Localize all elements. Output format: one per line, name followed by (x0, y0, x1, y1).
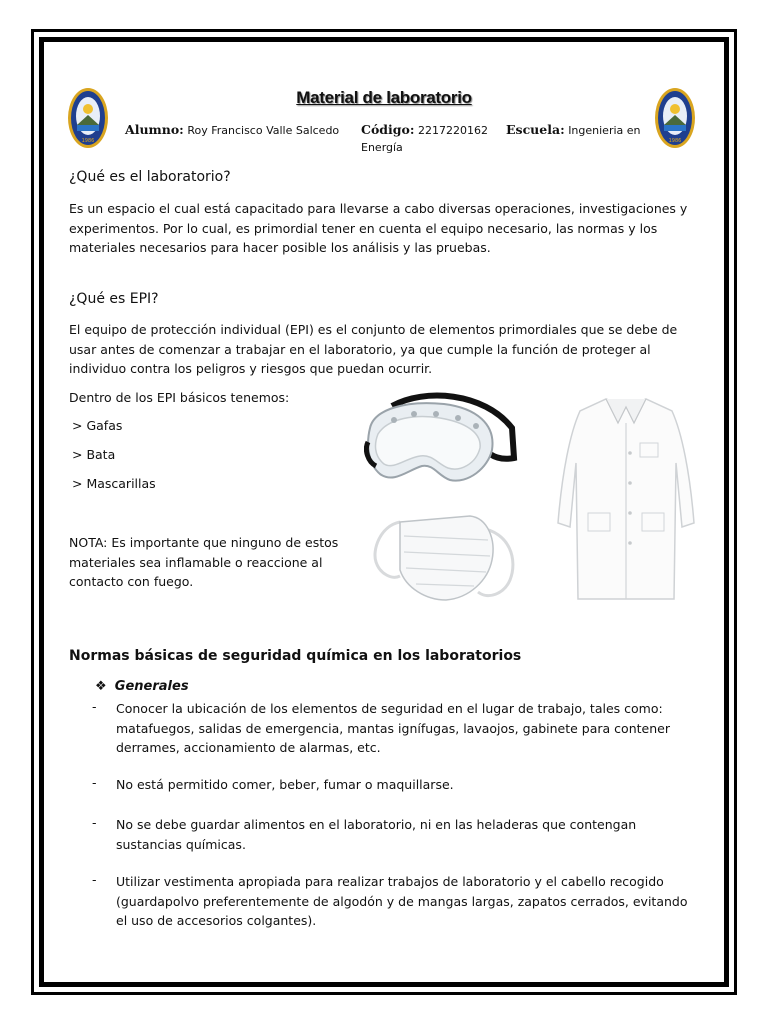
escuela-value: Ingenieria en (568, 124, 641, 137)
epi-note (69, 533, 369, 592)
epi-intro: Dentro de los EPI básicos tenemos: (69, 390, 290, 405)
norma-line: Utilizar vestimenta apropiada para realizar trabajos de laboratorio y el cabello recogido (116, 874, 664, 889)
escuela-value-continued: Energía (361, 141, 403, 154)
note-line: materiales sea inflamable o reaccione al (69, 554, 323, 570)
generales-subheading (95, 679, 189, 694)
codigo-field (361, 122, 488, 137)
section-heading-normas: Normas básicas de seguridad química en los laboratorios (69, 648, 522, 664)
codigo-label: Código: (361, 122, 415, 137)
lab-coat-image (554, 393, 698, 605)
epi-item-mascarillas: > Mascarillas (72, 476, 156, 491)
mask-image (370, 510, 520, 605)
norma-item (116, 815, 696, 854)
logo-year-left: 1986 (81, 138, 95, 144)
alumno-value: Roy Francisco Valle Salcedo (187, 124, 340, 137)
norma-line: derrames, accionamiento de alarmas, etc. (116, 740, 381, 755)
section-heading-epi: ¿Qué es EPI? (69, 291, 159, 307)
diamond-bullet-icon: ❖ (95, 679, 107, 694)
logo-year-right: 1986 (668, 138, 682, 144)
paragraph-line: experimentos. Por lo cual, es primordial tener en cuenta el equipo necesario, las normas y los (69, 220, 658, 236)
epi-item-bata: > Bata (72, 447, 116, 462)
norma-line: No se debe guardar alimentos en el laboratorio, ni en las heladeras que contengan (116, 817, 637, 832)
bullet-dash: - (92, 872, 97, 887)
norma-item (116, 872, 696, 931)
paragraph-line: El equipo de protección individual (EPI) es el conjunto de elementos primordiales que se debe de (69, 322, 678, 337)
norma-line: (guardapolvo preferentemente de algodón y de mangas largas, zapatos cerrados, evitando (116, 893, 688, 909)
norma-line: No está permitido comer, beber, fumar o maquillarse. (116, 777, 454, 792)
escuela-label: Escuela: (506, 122, 565, 137)
bullet-dash: - (92, 815, 97, 830)
epi-paragraph (69, 320, 709, 379)
generales-label: Generales (114, 679, 189, 694)
bullet-dash: - (92, 699, 97, 714)
bullet-dash: - (92, 775, 97, 790)
norma-item (116, 775, 696, 795)
document-title: Material de laboratorio (296, 88, 472, 107)
section-heading-laboratorio: ¿Qué es el laboratorio? (69, 169, 231, 185)
norma-item (116, 699, 696, 758)
norma-line: sustancias químicas. (116, 836, 246, 852)
alumno-label: Alumno: (125, 122, 184, 137)
norma-line: el uso de accesorios colgantes). (116, 913, 317, 928)
epi-item-gafas: > Gafas (72, 418, 123, 433)
paragraph-line: materiales necesarios para hacer posible los análisis y las pruebas. (69, 240, 491, 255)
codigo-value: 2217220162 (417, 124, 488, 137)
paragraph-line: Es un espacio el cual está capacitado para llevarse a cabo diversas operaciones, investigaciones y (69, 201, 688, 216)
goggles-image (364, 388, 518, 493)
note-line: contacto con fuego. (69, 574, 194, 589)
escuela-field (506, 122, 641, 137)
paragraph-line: usar antes de comenzar a trabajar en el laboratorio, ya que cumple la función de proteger al (69, 341, 651, 357)
laboratorio-paragraph (69, 199, 709, 258)
note-line: NOTA: Es importante que ninguno de estos (69, 535, 339, 550)
norma-line: Conocer la ubicación de los elementos de seguridad en el lugar de trabajo, tales como: (116, 701, 663, 716)
paragraph-line: individuo contra los peligros y riesgos que puedan ocurrir. (69, 361, 433, 376)
norma-line: matafuegos, salidas de emergencia, mantas ignífugas, lavaojos, gabinete para contener (116, 720, 670, 736)
alumno-field (125, 122, 339, 137)
